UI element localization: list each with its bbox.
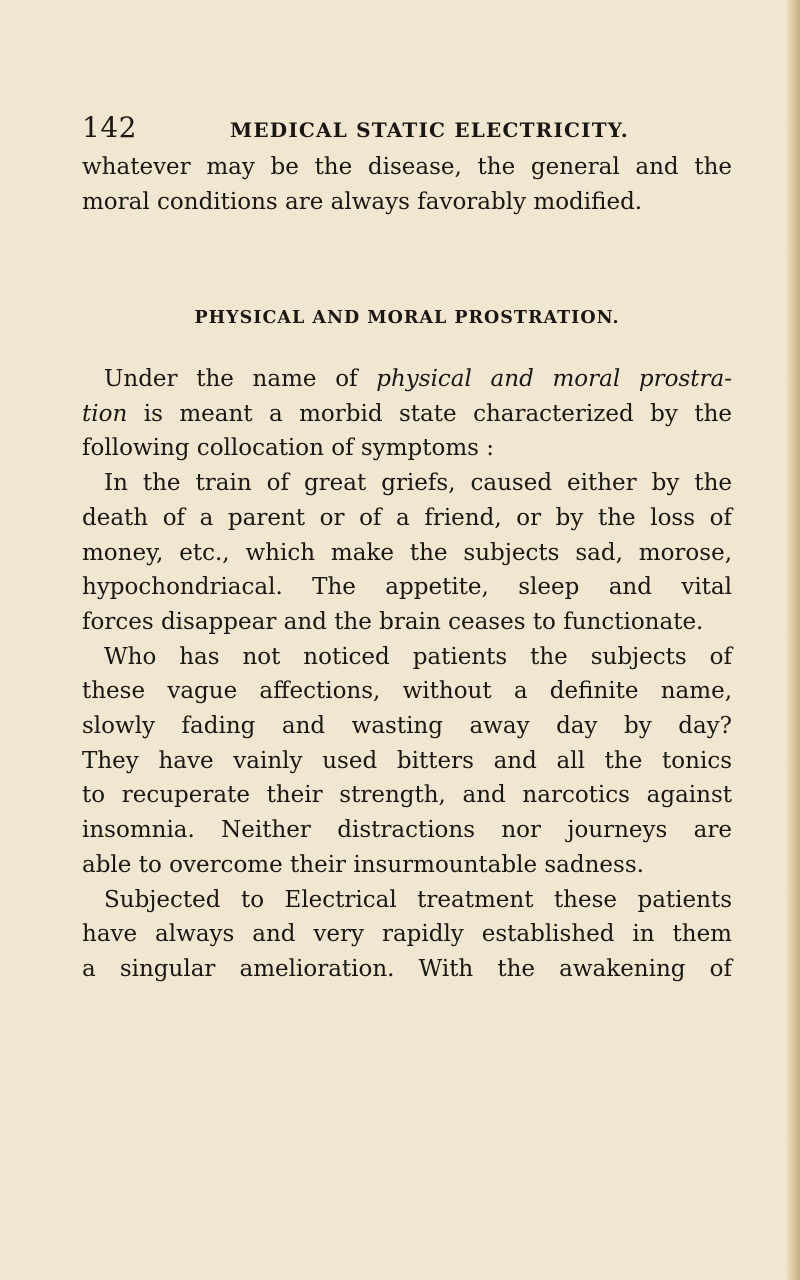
running-head bbox=[82, 108, 692, 148]
italic-term: tion bbox=[82, 400, 128, 427]
text-fragment: Under the name of bbox=[104, 366, 377, 392]
text-fragment: is meant a morbid state characterized by the bbox=[127, 400, 732, 427]
text-line: whatever may be the disease, the general and the bbox=[82, 154, 732, 180]
page-number: 142 bbox=[82, 111, 137, 144]
text-line bbox=[82, 397, 732, 432]
page-edge bbox=[786, 0, 800, 1280]
text-line: able to overcome their insurmountable sadness. bbox=[82, 851, 644, 878]
text-line: to recuperate their strength, and narcotics against bbox=[82, 782, 732, 809]
text-line: Subjected to Electrical treatment these patients bbox=[104, 886, 732, 913]
text-line: Who has not noticed patients the subjects of bbox=[104, 643, 732, 670]
section-body bbox=[82, 362, 732, 987]
text-line: hypochondriacal. The appetite, sleep and vital bbox=[82, 574, 732, 601]
text-line: death of a parent or of a friend, or by the loss of bbox=[82, 504, 732, 531]
text-line: money, etc., which make the subjects sad, morose, bbox=[82, 539, 732, 566]
text-line: these vague affections, without a definite name, bbox=[82, 678, 732, 705]
text-line: forces disappear and the brain ceases to functionate. bbox=[82, 608, 704, 635]
text-line: a singular amelioration. With the awakening of bbox=[82, 955, 732, 982]
text-line: moral conditions are always favorably modified. bbox=[82, 188, 643, 215]
opening-paragraph bbox=[82, 150, 732, 219]
text-line bbox=[82, 362, 732, 397]
text-line: insomnia. Neither distractions nor journeys are bbox=[82, 817, 732, 844]
text-line: have always and very rapidly established in them bbox=[82, 921, 732, 948]
text-line: slowly fading and wasting away day by day? bbox=[82, 713, 732, 740]
running-title: MEDICAL STATIC ELECTRICITY. bbox=[230, 118, 629, 142]
text-line: They have vainly used bitters and all the tonics bbox=[82, 747, 732, 774]
section-heading: PHYSICAL AND MORAL PROSTRATION. bbox=[194, 308, 620, 328]
text-line: following collocation of symptoms : bbox=[82, 435, 495, 462]
italic-term: physical and moral prostra- bbox=[376, 366, 732, 392]
text-line: In the train of great griefs, caused either by the bbox=[104, 470, 732, 497]
